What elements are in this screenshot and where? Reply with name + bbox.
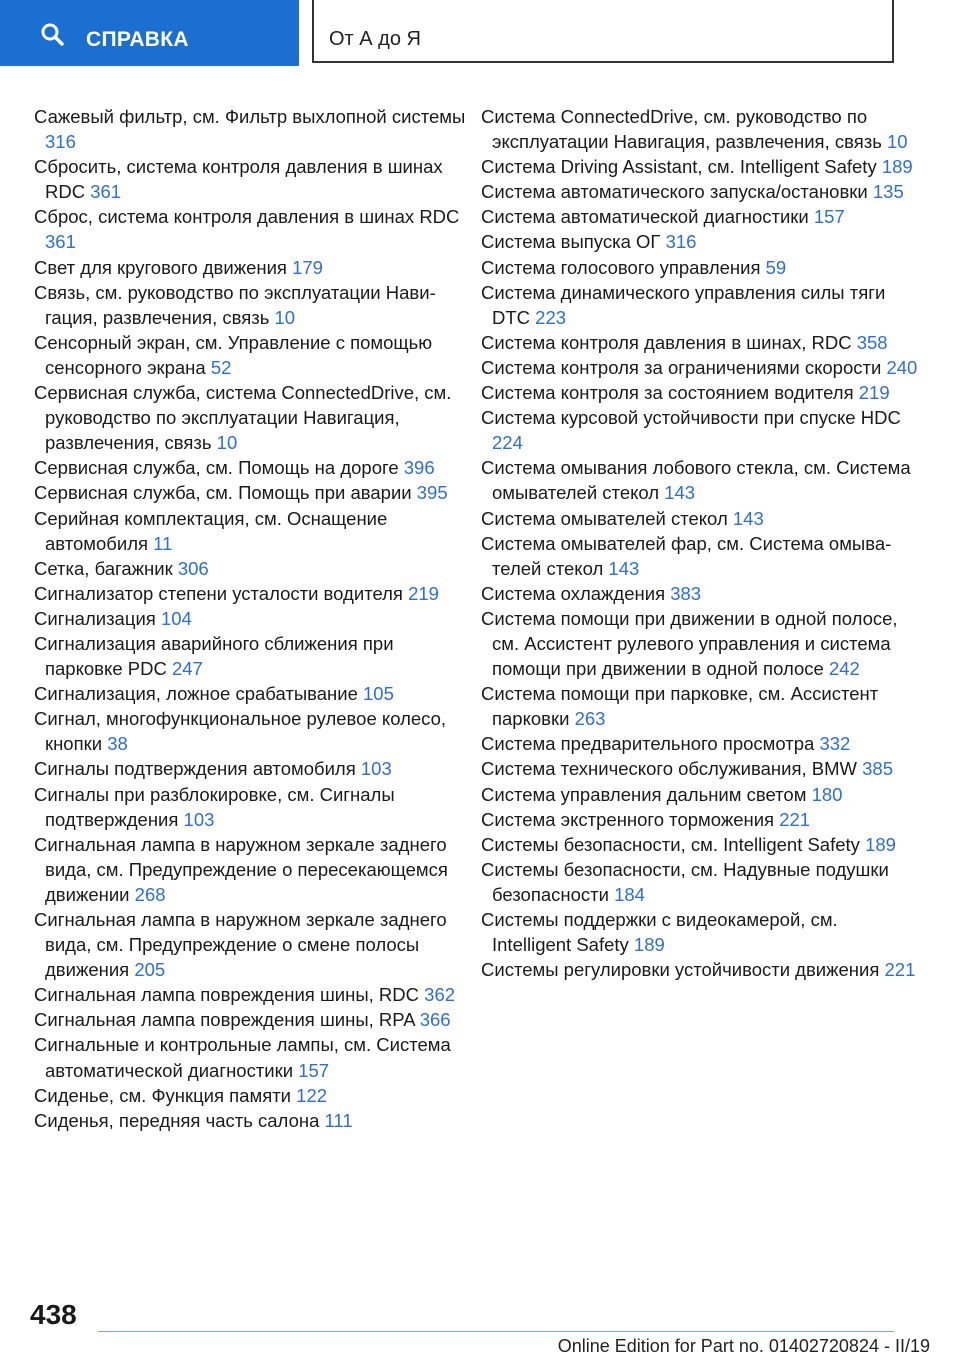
page-link[interactable]: 157: [298, 1059, 330, 1081]
index-entry-text: Система омывателей стекол: [481, 507, 728, 529]
page-link[interactable]: 105: [363, 683, 394, 705]
index-entry: [34, 104, 474, 154]
index-entry-text: Система контроля давления в шинах, RDC: [481, 331, 852, 353]
index-entry-text: Свет для кругового движения: [34, 256, 287, 278]
index-entry: [34, 631, 474, 681]
page-link[interactable]: 111: [324, 1109, 353, 1131]
breadcrumb[interactable]: [312, 0, 894, 63]
page-link[interactable]: 361: [45, 231, 76, 253]
index-entry-text: Сигнализация: [34, 607, 156, 629]
page-link[interactable]: 59: [765, 256, 787, 278]
index-entry-text: Система выпуска ОГ: [481, 231, 661, 253]
index-entry-text: Сигналы при разблокировке, см. Сигналы подтверждения: [34, 783, 395, 830]
page-link[interactable]: 189: [865, 833, 896, 855]
page-link[interactable]: 362: [424, 984, 456, 1006]
index-entry-text: Сигнальная лампа в наружном зеркале заднего вида, см. Предупреждение о смене полосы движения: [34, 909, 447, 981]
index-entry-text: Система экстренного торможения: [481, 808, 775, 830]
index-entry: [34, 204, 474, 254]
page-link[interactable]: 306: [177, 557, 209, 579]
page-link[interactable]: 103: [360, 758, 392, 780]
index-entry: [481, 255, 921, 280]
index-entry: [481, 104, 921, 154]
page-link[interactable]: 383: [670, 582, 702, 604]
index-entry: [481, 681, 921, 731]
index-entry-text: Системы безопасности, см. Intelligent Safety: [481, 833, 860, 855]
index-entry-text: Система помощи при движении в одной полосе, см. Ассистент рулевого управления и система помощи при движении в одной полосе: [481, 607, 898, 680]
index-entry: [481, 380, 921, 405]
index-entry-text: Система автоматической диагностики: [481, 206, 809, 228]
index-entry: [34, 506, 474, 556]
index-entry: [34, 1007, 474, 1032]
index-entry: [34, 330, 474, 380]
index-entry-text: Сетка, багажник: [34, 557, 173, 579]
index-entry-text: Система помощи при парковке, см. Ассистент парковки: [481, 683, 879, 730]
index-entry: [481, 355, 921, 380]
index-entry-text: Сиденье, см. Функция памяти: [34, 1084, 292, 1106]
page-link[interactable]: 205: [134, 959, 166, 981]
page-link[interactable]: 11: [153, 532, 173, 554]
page-link[interactable]: 395: [416, 482, 448, 504]
index-column-left: [34, 104, 474, 1133]
index-entry-text: Системы поддержки с видеокамерой, см. Intelligent Safety: [481, 909, 838, 956]
index-entry-text: Система Driving Assistant, см. Intelligent Safety: [481, 156, 877, 178]
breadcrumb-label: От А до Я: [329, 28, 421, 50]
page-link[interactable]: 38: [107, 733, 128, 755]
page-link[interactable]: 366: [419, 1009, 451, 1031]
page-link[interactable]: 221: [884, 959, 916, 981]
page-link[interactable]: 180: [811, 783, 843, 805]
header: [0, 0, 960, 66]
index-entry: [34, 681, 474, 706]
page-link[interactable]: 332: [819, 733, 851, 755]
index-entry: [481, 154, 921, 179]
search-icon: [40, 22, 64, 46]
index-entry-text: Система курсовой устойчивости при спуске HDC: [481, 407, 901, 429]
index-entry-text: Система омывателей фар, см. Система омывателей стекол: [481, 532, 892, 579]
page-number: 438: [30, 1299, 77, 1330]
index-entry-text: Система динамического управления силы тяги DTC: [481, 281, 886, 328]
index-entry: [481, 280, 921, 330]
index-entry: [34, 1108, 474, 1133]
page-link[interactable]: 268: [134, 883, 166, 905]
index-entry-text: Сигнальная лампа повреждения шины, RPA: [34, 1009, 415, 1031]
page-link[interactable]: 10: [887, 131, 908, 153]
index-entry: [481, 179, 921, 204]
index-entry-text: Сервисная служба, см. Помощь на дороге: [34, 457, 399, 479]
index-entry: [34, 154, 474, 204]
index-entry: [34, 280, 474, 330]
index-entry-text: Связь, см. руководство по эксплуатации Навигация, развлечения, связь: [34, 281, 436, 328]
index-entry-text: Сигнал, многофункциональное рулевое колесо, кнопки: [34, 708, 447, 755]
page-link[interactable]: 143: [732, 507, 764, 529]
index-entry-text: Система голосового управления: [481, 256, 761, 278]
index-entry-text: Система контроля за состоянием водителя: [481, 382, 854, 404]
index-entry-text: Сиденья, передняя часть салона: [34, 1109, 320, 1131]
index-entry-text: Сажевый фильтр, см. Фильтр выхлопной системы: [34, 106, 466, 127]
index-entry: [34, 706, 474, 756]
index-entry: [481, 405, 921, 455]
index-entry: [481, 581, 921, 606]
page-link[interactable]: 122: [296, 1084, 328, 1106]
page-link[interactable]: 224: [492, 432, 523, 454]
page-link[interactable]: 189: [881, 156, 913, 178]
page-link[interactable]: 396: [403, 457, 435, 479]
index-entry: [481, 531, 921, 581]
edition-info: Online Edition for Part no. 01402720824 - II/19: [557, 1336, 930, 1356]
index-entry: [34, 480, 474, 505]
help-tab[interactable]: [0, 0, 299, 66]
page-link[interactable]: 240: [886, 356, 918, 378]
page-link[interactable]: 10: [216, 432, 238, 454]
page-link[interactable]: 316: [45, 131, 76, 153]
index-entry: [34, 606, 474, 631]
index-entry: [481, 455, 921, 505]
index-entry-text: Сигнальные и контрольные лампы, см. Система автоматической диагностики: [34, 1034, 451, 1081]
index-entry: [481, 606, 921, 681]
index-entry: [481, 731, 921, 756]
index-entry: [34, 756, 474, 781]
index-entry-text: Системы регулировки устойчивости движения: [481, 959, 880, 981]
page-link[interactable]: 179: [292, 256, 323, 278]
index-entry-text: Серийная комплектация, см. Оснащение автомобиля: [34, 507, 388, 554]
index-entry: [34, 556, 474, 581]
index-entry-text: Сигнальная лампа повреждения шины, RDC: [34, 984, 420, 1006]
page-link[interactable]: 223: [535, 306, 567, 328]
index-entry: [481, 782, 921, 807]
index-entry: [481, 756, 921, 781]
index-entry-text: Сбросить, система контроля давления в шинах RDC: [34, 156, 443, 203]
index-entry: [34, 1032, 474, 1082]
page-link[interactable]: 263: [574, 708, 606, 730]
index-entry-text: Система управления дальним светом: [481, 783, 807, 805]
index-entry-text: Система автоматического запуска/остановки: [481, 181, 868, 203]
page-link[interactable]: 247: [171, 658, 203, 680]
index-entry: [481, 506, 921, 531]
index-entry-text: Система охлаждения: [481, 582, 666, 604]
index-entry: [34, 1083, 474, 1108]
page-link[interactable]: 10: [274, 306, 296, 328]
index-entry: [34, 832, 474, 907]
index-entry-text: Сенсорный экран, см. Управление с помощью сенсорного экрана: [34, 331, 433, 378]
index-entry-text: Сервисная служба, система ConnectedDrive, см. руководство по эксплуатации Навигация, развлечения, связь: [34, 382, 452, 454]
index-entry-text: Системы безопасности, см. Надувные подушки безопасности: [481, 858, 889, 905]
index-entry-text: Сигнализатор степени усталости водителя: [34, 582, 403, 604]
page-link[interactable]: 184: [614, 883, 645, 905]
page-link[interactable]: 103: [183, 808, 215, 830]
index-column-right: [481, 104, 921, 982]
index-entry-text: Система ConnectedDrive, см. руководство по эксплуатации Навигация, развлечения, связь: [481, 106, 882, 153]
index-entry: [481, 907, 921, 957]
index-entry: [481, 330, 921, 355]
index-entry: [481, 807, 921, 832]
index-entry-text: Система предварительного просмотра: [481, 733, 815, 755]
index-entry: [481, 229, 921, 254]
index-entry: [34, 907, 474, 982]
index-entry: [34, 380, 474, 455]
page-link[interactable]: 221: [779, 808, 811, 830]
index-entry-text: Система омывания лобового стекла, см. Система омывателей стекол: [481, 457, 911, 504]
index-entry-text: Сервисная служба, см. Помощь при аварии: [34, 482, 412, 504]
page-link[interactable]: 135: [872, 181, 904, 203]
footer-divider: [98, 1331, 894, 1332]
page-link[interactable]: 143: [664, 482, 696, 504]
page-link[interactable]: 316: [665, 231, 697, 253]
index-entry: [34, 255, 474, 280]
index-entry-text: Система технического обслуживания, BMW: [481, 758, 857, 780]
index-entry: [34, 982, 474, 1007]
index-entry-text: Система контроля за ограничениями скорости: [481, 356, 882, 378]
page-link[interactable]: 219: [408, 582, 439, 604]
page-link[interactable]: 52: [210, 356, 232, 378]
index-entry-text: Сигнальная лампа в наружном зеркале заднего вида, см. Предупреждение о пересекающемся движении: [34, 833, 448, 905]
page-link[interactable]: 361: [90, 181, 122, 203]
index-entry: [481, 957, 921, 982]
index-entry-text: Сигналы подтверждения автомобиля: [34, 758, 356, 780]
page-link[interactable]: 104: [160, 607, 192, 629]
help-tab-label: СПРАВКА: [86, 28, 189, 51]
index-entry: [34, 782, 474, 832]
page-link[interactable]: 385: [862, 758, 894, 780]
index-entry: [481, 857, 921, 907]
index-entry: [481, 204, 921, 229]
page-link[interactable]: 358: [856, 331, 888, 353]
page-link[interactable]: 157: [813, 206, 845, 228]
index-entry: [34, 581, 474, 606]
page-link[interactable]: 242: [828, 658, 860, 680]
index-entry-text: Сигнализация, ложное срабатывание: [34, 683, 358, 705]
page-link[interactable]: 189: [633, 934, 665, 956]
index-entry-text: Сигнализация аварийного сближения при парковке PDC: [34, 632, 394, 680]
page-link[interactable]: 219: [858, 382, 890, 404]
page-link[interactable]: 143: [608, 557, 640, 579]
index-entry: [481, 832, 921, 857]
index-entry-text: Сброс, система контроля давления в шинах RDC: [34, 206, 460, 228]
index-entry: [34, 455, 474, 480]
